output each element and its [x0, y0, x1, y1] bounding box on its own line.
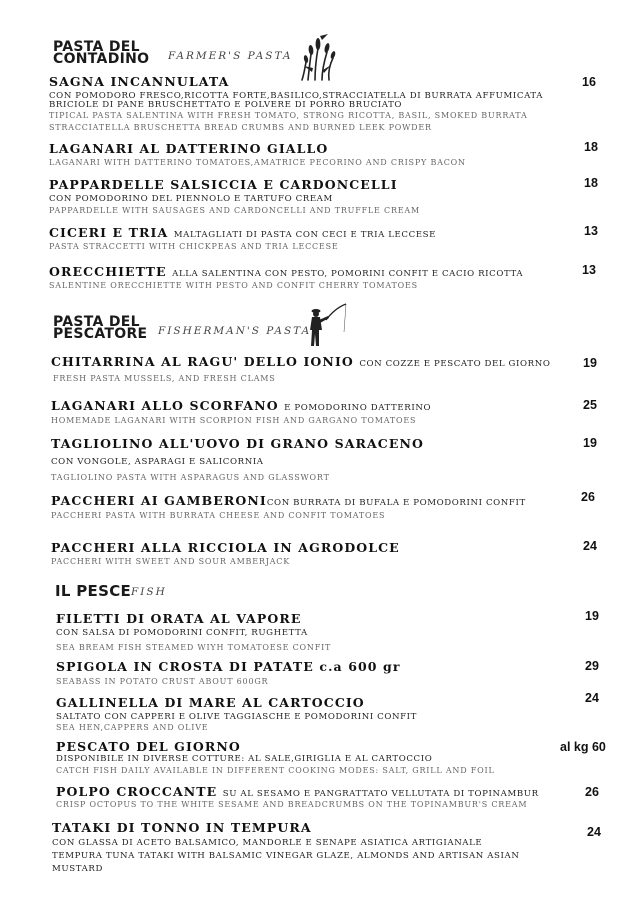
dish-price: 26: [581, 490, 595, 504]
dish-english: PACCHERI PASTA WITH BURRATA CHEESE AND CONFIT TOMATOES: [51, 511, 386, 520]
dish-description: SALTATO CON CAPPERI E OLIVE TAGGIASCHE E POMODORINI CONFIT: [56, 712, 417, 722]
section-subtitle: FARMER'S PASTA: [168, 50, 293, 62]
dish-name: GALLINELLA DI MARE AL CARTOCCIO: [56, 695, 365, 710]
dish-english: SALENTINE ORECCHIETTE WITH PESTO AND CONFIT CHERRY TOMATOES: [49, 281, 418, 290]
dish-name: SPIGOLA IN CROSTA DI PATATE c.a 600 gr: [56, 659, 401, 674]
dish-name: FILETTI DI ORATA AL VAPORE: [56, 611, 302, 626]
fisherman-icon: [304, 302, 348, 348]
dish-inline-description: MALTAGLIATI DI PASTA CON CECI E TRIA LECCESE: [173, 230, 437, 240]
dish-english: HOMEMADE LAGANARI WITH SCORPION FISH AND GARGANO TOMATOES: [51, 416, 417, 425]
dish-price: 25: [583, 398, 597, 412]
dish-name: PAPPARDELLE SALSICCIA E CARDONCELLI: [49, 177, 398, 192]
dish-price: al kg 60: [560, 740, 606, 754]
dish-name-text: CHITARRINA AL RAGU' DELLO IONIO: [51, 354, 354, 369]
dish-price: 18: [584, 140, 598, 154]
dish-english: STRACCIATELLA BRUSCHETTA BREAD CRUMBS AND BURNED LEEK POWDER: [49, 123, 432, 132]
dish-english: SEA BREAM FISH STEAMED WIYH TOMATOESE CONFIT: [56, 643, 332, 652]
dish-description: CON GLASSA DI ACETO BALSAMICO, MANDORLE E SENAPE ASIATICA ARTIGIANALE: [52, 838, 483, 848]
dish-description: DISPONIBILE IN DIVERSE COTTURE: AL SALE,GIRIGLIA E AL CARTOCCIO: [56, 754, 433, 764]
dish-description: CON POMODORINO DEL PIENNOLO E TARTUFO CREAM: [49, 194, 333, 204]
dish-name-text: POLPO CROCCANTE: [56, 784, 218, 799]
dish-price: 19: [585, 609, 599, 623]
dish-english: FRESH PASTA MUSSELS, AND FRESH CLAMS: [53, 374, 276, 383]
dish-description: CON POMODORO FRESCO,RICOTTA FORTE,BASILICO,STRACCIATELLA DI BURRATA AFFUMICATA: [49, 91, 544, 101]
dish-price: 18: [584, 176, 598, 190]
dish-price: 24: [585, 691, 599, 705]
dish-price: 19: [583, 356, 597, 370]
dish-english: PACCHERI WITH SWEET AND SOUR AMBERJACK: [51, 557, 290, 566]
dish-name: [56, 784, 539, 799]
dish-description: CON SALSA DI POMODORINI CONFIT, RUGHETTA: [56, 628, 308, 638]
dish-inline-description: SU AL SESAMO E PANGRATTATO VELLUTATA DI TOPINAMBUR: [222, 789, 539, 799]
dish-english: CATCH FISH DAILY AVAILABLE IN DIFFERENT COOKING MODES: SALT, GRILL AND FOIL: [56, 766, 495, 775]
dish-name-text: CICERI E TRIA: [49, 225, 169, 240]
dish-price: 19: [583, 436, 597, 450]
section-subtitle: FISHERMAN'S PASTA: [158, 325, 312, 337]
dish-description: CON VONGOLE, ASPARAGI E SALICORNIA: [51, 457, 264, 467]
dish-english: PASTA STRACCETTI WITH CHICKPEAS AND TRIA LECCESE: [49, 242, 339, 251]
dish-english: SEABASS IN POTATO CRUST ABOUT 600GR: [56, 677, 269, 686]
dish-english: TIPICAL PASTA SALENTINA WITH FRESH TOMATO, STRONG RICOTTA, BASIL, SMOKED BURRATA: [49, 111, 528, 120]
dish-price: 13: [584, 224, 598, 238]
section-title-line1: PASTA DEL: [53, 39, 140, 55]
dish-name: TAGLIOLINO ALL'UOVO DI GRANO SARACENO: [51, 436, 424, 451]
dish-name-text: LAGANARI ALLO SCORFANO: [51, 398, 279, 413]
dish-english: CRISP OCTOPUS TO THE WHITE SESAME AND BREADCRUMBS ON THE TOPINAMBUR'S CREAM: [56, 800, 528, 809]
dish-name: LAGANARI AL DATTERINO GIALLO: [49, 141, 329, 156]
dish-english: TAGLIOLINO PASTA WITH ASPARAGUS AND GLASSWORT: [51, 473, 330, 482]
section-title: IL PESCE: [55, 582, 132, 600]
dish-inline-description: CON COZZE E PESCATO DEL GIORNO: [359, 359, 551, 369]
dish-price: 13: [582, 263, 596, 277]
dish-price: 16: [582, 75, 596, 89]
section-title-line2: CONTADINO: [53, 51, 150, 67]
dish-name: TATAKI DI TONNO IN TEMPURA: [52, 820, 312, 835]
section-title-line2: PESCATORE: [53, 326, 148, 342]
dish-name: [51, 398, 431, 413]
wheat-icon: [298, 32, 338, 82]
dish-description: BRICIOLE DI PANE BRUSCHETTATO E POLVERE DI PORRO BRUCIATO: [49, 100, 403, 110]
dish-description: MUSTARD: [52, 864, 103, 874]
dish-name: [49, 225, 436, 240]
dish-name: SAGNA INCANNULATA: [49, 74, 230, 89]
dish-name-text: ORECCHIETTE: [49, 264, 167, 279]
dish-price: 29: [585, 659, 599, 673]
dish-price: 24: [583, 539, 597, 553]
dish-name: PESCATO DEL GIORNO: [56, 739, 241, 754]
dish-name: [51, 354, 551, 369]
dish-inline-description: E POMODORINO DATTERINO: [284, 403, 432, 413]
dish-name: [49, 264, 523, 279]
dish-inline-description: CON BURRATA DI BUFALA E POMODORINI CONFIT: [266, 498, 526, 508]
dish-description: TEMPURA TUNA TATAKI WITH BALSAMIC VINEGAR GLAZE, ALMONDS AND ARTISAN ASIAN: [52, 851, 520, 861]
dish-inline-description: ALLA SALENTINA CON PESTO, POMORINI CONFIT E CACIO RICOTTA: [172, 269, 524, 279]
dish-name: [51, 493, 526, 508]
dish-name-text: PACCHERI AI GAMBERONI: [51, 493, 267, 508]
section-subtitle: FISH: [131, 586, 167, 598]
dish-english: PAPPARDELLE WITH SAUSAGES AND CARDONCELLI AND TRUFFLE CREAM: [49, 206, 420, 215]
section-title-line1: PASTA DEL: [53, 314, 140, 330]
dish-english: SEA HEN,CAPPERS AND OLIVE: [56, 723, 209, 732]
dish-price: 26: [585, 785, 599, 799]
dish-name: PACCHERI ALLA RICCIOLA IN AGRODOLCE: [51, 540, 400, 555]
dish-english: LAGANARI WITH DATTERINO TOMATOES,AMATRICE PECORINO AND CRISPY BACON: [49, 158, 466, 167]
dish-price: 24: [587, 825, 601, 839]
